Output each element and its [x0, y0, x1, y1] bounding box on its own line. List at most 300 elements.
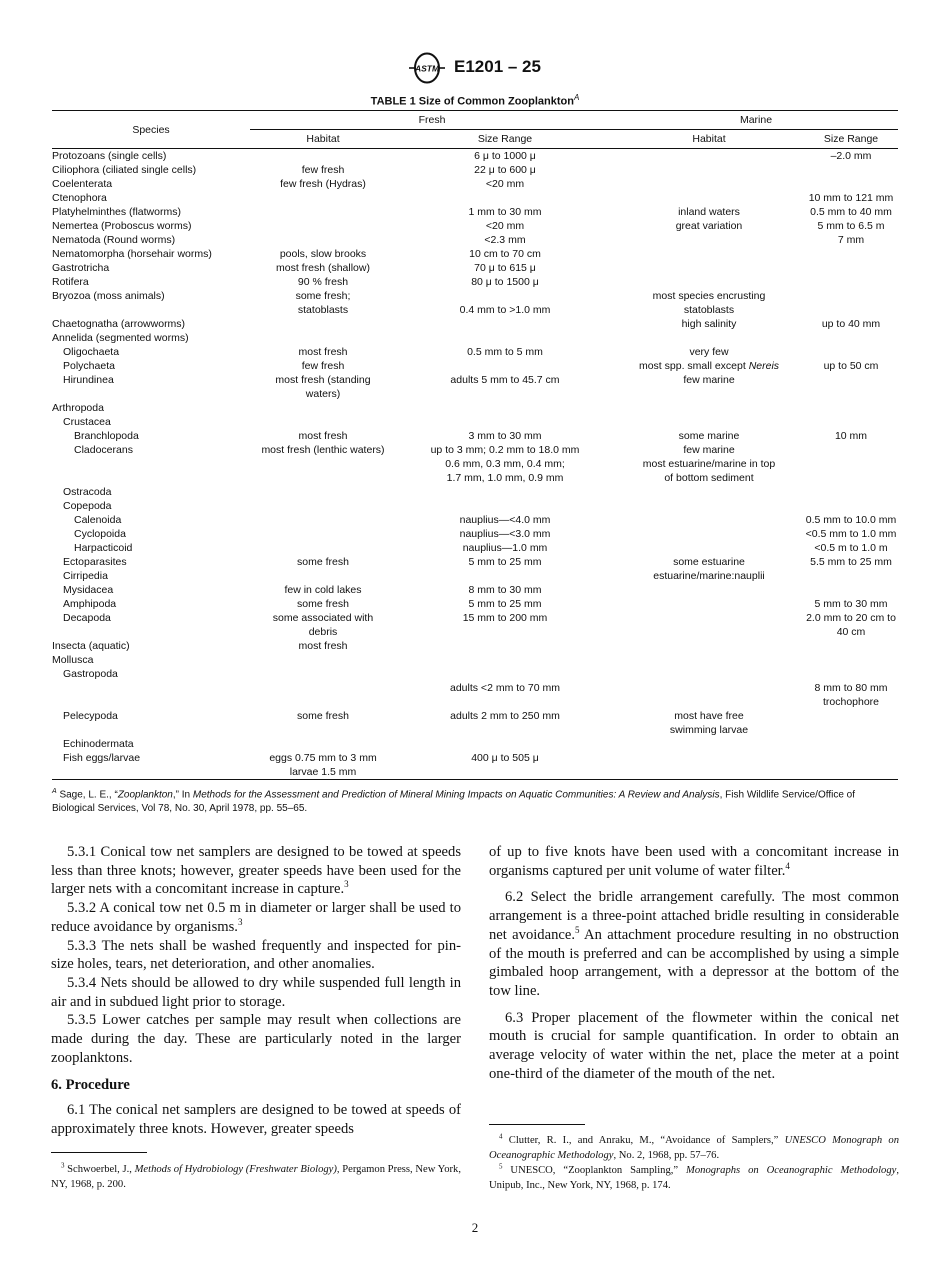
- table-row: [52, 513, 898, 527]
- cell-fresh-size: [396, 653, 614, 667]
- cell-marine-size: [804, 457, 898, 471]
- cell-fresh-habitat: [250, 415, 396, 429]
- table-row: [52, 163, 898, 177]
- cell-species: Cirripedia: [63, 570, 108, 582]
- table-row: [52, 429, 898, 443]
- table-row: [52, 485, 898, 499]
- cell-fresh-size: [396, 401, 614, 415]
- cell-fresh-habitat: [250, 527, 396, 541]
- cell-fresh-habitat: [250, 485, 396, 499]
- cell-species: Echinodermata: [63, 738, 134, 750]
- table-row: [52, 695, 898, 709]
- cell-fresh-habitat: 90 % fresh: [297, 276, 349, 288]
- para-6-3: 6.3 Proper placement of the flowmeter within the conical net mouth is crucial for sample quantification. In order to obtain an average velocity of water within the net, place the meter at a point one-third of the diameter of the mouth of the net.: [489, 1009, 899, 1082]
- cell-marine-size: <0.5 mm to 1.0 mm: [805, 528, 897, 540]
- cell-marine-size: [804, 303, 898, 317]
- cell-fresh-habitat: [250, 695, 396, 709]
- cell-marine-size: 0.5 mm to 10.0 mm: [805, 514, 897, 526]
- cell-species: Polychaeta: [63, 360, 115, 372]
- cell-marine-size: trochophore: [822, 696, 880, 708]
- cell-marine-size: [804, 331, 898, 345]
- cell-marine-habitat: most estuarine/marine in top: [642, 458, 776, 470]
- cell-fresh-habitat: pools, slow brooks: [279, 248, 367, 260]
- cell-fresh-size: <20 mm: [485, 178, 525, 190]
- cell-fresh-habitat: [250, 653, 396, 667]
- cell-marine-habitat: [614, 177, 804, 191]
- cell-fresh-habitat: few in cold lakes: [284, 584, 362, 596]
- cell-marine-size: [804, 443, 898, 457]
- cell-fresh-size: 0.5 mm to 5 mm: [467, 346, 543, 358]
- cell-marine-size: up to 40 mm: [821, 318, 881, 330]
- cell-fresh-habitat: [250, 513, 396, 527]
- cell-marine-habitat: [614, 513, 804, 527]
- table-footnote: $^A$ Sage, L. E., “Zooplankton,” In Methods for the Assessment and Prediction of Mineral Mining Impacts on Aquatic Communities: A Review and Analysis, Fish Wildlife Service/Office of Biological Services, Vol 78, No. 30, April 1978, pp. 55–65.: [52, 788, 856, 815]
- cell-fresh-habitat: most fresh: [298, 430, 348, 442]
- cell-marine-size: 10 mm: [834, 430, 868, 442]
- cell-marine-habitat: [614, 261, 804, 275]
- cell-marine-habitat: [614, 233, 804, 247]
- table-row: [52, 331, 898, 345]
- cell-fresh-size: [396, 415, 614, 429]
- cell-marine-size: 5 mm to 6.5 m: [817, 220, 885, 232]
- cell-species: Harpacticoid: [74, 542, 133, 554]
- cell-fresh-habitat: most fresh (shallow): [276, 262, 370, 274]
- table-row: [52, 401, 898, 415]
- cell-fresh-size: [396, 723, 614, 737]
- cell-marine-size: [804, 163, 898, 177]
- table-row: [52, 709, 898, 723]
- cell-marine-habitat: estuarine/marine:nauplii: [653, 570, 765, 582]
- cell-species: Crustacea: [63, 416, 111, 428]
- table-row: [52, 527, 898, 541]
- cell-fresh-habitat: larvae 1.5 mm: [289, 766, 357, 778]
- table-row: [52, 541, 898, 555]
- cell-species: Mollusca: [52, 654, 94, 666]
- table-row: [52, 261, 898, 275]
- cell-species: Nematoda (Round worms): [52, 234, 176, 246]
- cell-species: Platyhelminthes (flatworms): [52, 206, 181, 218]
- cell-marine-size: 2.0 mm to 20 cm to: [806, 612, 896, 624]
- cell-fresh-size: <20 mm: [485, 220, 525, 232]
- table-row: [52, 639, 898, 653]
- cell-species: Insecta (aquatic): [52, 640, 130, 652]
- table-body: [52, 149, 898, 780]
- cell-fresh-size: 5 mm to 25 mm: [468, 598, 542, 610]
- cell-fresh-habitat: [250, 471, 396, 485]
- astm-logo: [407, 52, 447, 84]
- cell-species: Rotifera: [52, 276, 89, 288]
- cell-species: Decapoda: [63, 612, 111, 624]
- table-row: [52, 457, 898, 471]
- cell-marine-habitat: [614, 653, 804, 667]
- cell-marine-size: [804, 667, 898, 681]
- table-row: [52, 765, 898, 780]
- table-row: [52, 583, 898, 597]
- cell-marine-habitat: [614, 737, 804, 751]
- table-row: [52, 373, 898, 387]
- cell-marine-habitat: [614, 639, 804, 653]
- cell-species: Annelida (segmented worms): [52, 332, 189, 344]
- cell-fresh-habitat: debris: [308, 626, 338, 638]
- table-row: [52, 205, 898, 219]
- table-row: [52, 443, 898, 457]
- cell-marine-habitat: few marine: [683, 374, 735, 386]
- cell-fresh-habitat: most fresh (standing: [275, 374, 371, 386]
- cell-marine-habitat: [614, 415, 804, 429]
- cell-fresh-size: [396, 317, 614, 331]
- cell-marine-habitat: inland waters: [678, 206, 740, 218]
- cell-marine-size: <0.5 m to 1.0 m: [814, 542, 888, 554]
- cell-marine-habitat: [614, 583, 804, 597]
- footnote-rule-left: [51, 1152, 147, 1153]
- cell-species: [52, 723, 250, 737]
- cell-fresh-habitat: [250, 149, 396, 164]
- cell-fresh-habitat: [250, 569, 396, 583]
- cell-fresh-habitat: eggs 0.75 mm to 3 mm: [269, 752, 377, 764]
- cell-marine-habitat: statoblasts: [683, 304, 735, 316]
- table-row: [52, 611, 898, 625]
- table-row: [52, 723, 898, 737]
- table-row: [52, 415, 898, 429]
- cell-fresh-size: [396, 667, 614, 681]
- cell-marine-size: 10 mm to 121 mm: [808, 192, 894, 204]
- para-6-1-continued: of up to five knots have been used with a concomitant increase in organisms captured per unit volume of water filter.$^4$: [489, 844, 899, 879]
- cell-marine-size: 0.5 mm to 40 mm: [810, 206, 892, 218]
- cell-fresh-size: adults <2 mm to 70 mm: [450, 682, 560, 694]
- cell-marine-habitat: [614, 401, 804, 415]
- cell-species: Protozoans (single cells): [52, 150, 167, 162]
- para-6-1: 6.1 The conical net samplers are designed to be towed at speeds of approximately three knots. However, greater speeds: [51, 1102, 461, 1137]
- cell-fresh-size: adults 5 mm to 45.7 cm: [450, 374, 560, 386]
- cell-fresh-habitat: waters): [305, 388, 341, 400]
- cell-fresh-habitat: most fresh: [298, 640, 348, 652]
- cell-marine-size: 8 mm to 80 mm: [814, 682, 888, 694]
- cell-species: Oligochaeta: [63, 346, 120, 358]
- cell-marine-habitat: [614, 751, 804, 765]
- col-header-marine-size: Size Range: [823, 133, 879, 145]
- cell-marine-size: [804, 345, 898, 359]
- cell-fresh-habitat: [250, 191, 396, 205]
- page-number: 2: [471, 1220, 479, 1235]
- table-row: [52, 191, 898, 205]
- cell-marine-habitat: [614, 275, 804, 289]
- footnote-3: $^3$ Schwoerbel, J., Methods of Hydrobiology (Freshwater Biology), Pergamon Press, New York, NY, 1968, p. 200.: [51, 1161, 461, 1190]
- table-row: [52, 667, 898, 681]
- cell-fresh-size: [396, 485, 614, 499]
- cell-species: Ciliophora (ciliated single cells): [52, 164, 197, 176]
- cell-species: [52, 471, 250, 485]
- cell-marine-habitat: [614, 331, 804, 345]
- cell-marine-size: [804, 401, 898, 415]
- cell-species: Branchlopoda: [74, 430, 139, 442]
- cell-fresh-size: 1 mm to 30 mm: [468, 206, 542, 218]
- cell-fresh-habitat: most fresh (lenthic waters): [261, 444, 385, 456]
- col-header-species: Species: [52, 111, 250, 149]
- cell-marine-size: [804, 751, 898, 765]
- cell-species: [52, 625, 250, 639]
- cell-fresh-size: 22 μ to 600 μ: [474, 164, 536, 176]
- cell-marine-size: [804, 709, 898, 723]
- cell-marine-habitat: great variation: [675, 220, 743, 232]
- cell-fresh-size: 1.7 mm, 1.0 mm, 0.9 mm: [446, 472, 564, 484]
- table-row: [52, 219, 898, 233]
- table-row: [52, 289, 898, 303]
- cell-marine-habitat: [614, 695, 804, 709]
- cell-fresh-size: [396, 765, 614, 780]
- cell-fresh-habitat: most fresh: [298, 346, 348, 358]
- cell-marine-size: [804, 275, 898, 289]
- cell-fresh-habitat: [250, 667, 396, 681]
- table-row: [52, 177, 898, 191]
- table-row: [52, 737, 898, 751]
- cell-marine-size: [804, 569, 898, 583]
- cell-marine-size: 40 cm: [836, 626, 866, 638]
- cell-fresh-size: [396, 359, 614, 373]
- cell-marine-size: [804, 387, 898, 401]
- cell-fresh-habitat: some fresh: [297, 598, 349, 610]
- table-row: [52, 653, 898, 667]
- cell-fresh-size: 0.4 mm to >1.0 mm: [459, 304, 551, 316]
- table-row: [52, 317, 898, 331]
- cell-species: [52, 681, 250, 695]
- cell-fresh-size: 70 μ to 615 μ: [474, 262, 536, 274]
- cell-species: [52, 695, 250, 709]
- table-row: [52, 275, 898, 289]
- cell-species: Nematomorpha (horsehair worms): [52, 248, 212, 260]
- cell-marine-habitat: of bottom sediment: [664, 472, 754, 484]
- footnote-4: $^4$ Clutter, R. I., and Anraku, M., “Avoidance of Samplers,” UNESCO Monograph on Oceanographic Methodology, No. 2, 1968, pp. 57–76.: [489, 1132, 899, 1161]
- cell-marine-habitat: [614, 387, 804, 401]
- cell-marine-size: [804, 639, 898, 653]
- cell-marine-size: [804, 471, 898, 485]
- cell-fresh-size: [396, 737, 614, 751]
- cell-marine-habitat: [614, 611, 804, 625]
- cell-marine-size: [804, 261, 898, 275]
- cell-fresh-habitat: [250, 219, 396, 233]
- cell-fresh-size: nauplius—1.0 mm: [462, 542, 548, 554]
- cell-marine-habitat: [614, 765, 804, 780]
- cell-marine-habitat: very few: [689, 346, 729, 358]
- cell-fresh-habitat: [250, 457, 396, 471]
- cell-marine-size: [804, 485, 898, 499]
- cell-species: Ectoparasites: [63, 556, 127, 568]
- cell-fresh-size: [396, 569, 614, 583]
- cell-marine-size: 7 mm: [837, 234, 865, 246]
- cell-marine-habitat: some marine: [678, 430, 740, 442]
- cell-species: [52, 387, 250, 401]
- cell-marine-size: [804, 373, 898, 387]
- cell-marine-habitat: [614, 149, 804, 164]
- cell-species: Bryozoa (moss animals): [52, 290, 165, 302]
- para-5-3-2: 5.3.2 A conical tow net 0.5 m in diameter or larger shall be used to reduce avoidance by organisms.$^3$: [51, 900, 461, 935]
- cell-fresh-habitat: [250, 317, 396, 331]
- table-row: [52, 499, 898, 513]
- cell-marine-habitat: swimming larvae: [669, 724, 749, 736]
- cell-marine-habitat: some estuarine: [673, 556, 745, 568]
- col-header-marine: Marine: [614, 111, 898, 130]
- cell-fresh-size: up to 3 mm; 0.2 mm to 18.0 mm: [430, 444, 580, 456]
- cell-fresh-habitat: [250, 331, 396, 345]
- cell-fresh-size: 5 mm to 25 mm: [468, 556, 542, 568]
- table-row: [52, 345, 898, 359]
- cell-marine-habitat: [614, 191, 804, 205]
- cell-marine-habitat: [614, 527, 804, 541]
- cell-marine-size: 5 mm to 30 mm: [814, 598, 888, 610]
- para-5-3-5: 5.3.5 Lower catches per sample may result when collections are made during the day. These are particularly noted in the larger zooplanktons.: [51, 1012, 461, 1066]
- table-row: [52, 471, 898, 485]
- cell-fresh-size: 3 mm to 30 mm: [468, 430, 542, 442]
- section-heading-procedure: 6. Procedure: [51, 1077, 130, 1094]
- left-column: [51, 843, 461, 1139]
- cell-marine-size: [804, 177, 898, 191]
- cell-species: Nemertea (Proboscus worms): [52, 220, 192, 232]
- cell-fresh-size: [396, 695, 614, 709]
- para-6-2: 6.2 Select the bridle arrangement carefully. The most common arrangement is a three-point attached bridle resulting in considerable net avoidance.$^5$ An attachment procedure resulting in no obstruction of the mouth is preferred and can be accomplished by using a simple gimbaled hoop arrangement, with a depressor at the bottom of the tow line.: [489, 889, 900, 999]
- cell-species: [52, 457, 250, 471]
- table-row: [52, 247, 898, 261]
- cell-species: Cyclopoida: [74, 528, 126, 540]
- cell-species: Arthropoda: [52, 402, 104, 414]
- cell-marine-habitat: [614, 485, 804, 499]
- table-row: [52, 555, 898, 569]
- cell-marine-size: [804, 247, 898, 261]
- cell-species: Hirundinea: [63, 374, 114, 386]
- cell-fresh-habitat: some fresh: [297, 556, 349, 568]
- cell-marine-habitat: [614, 163, 804, 177]
- para-5-3-4: 5.3.4 Nets should be allowed to dry while suspended full length in air and in subdued light prior to storage.: [51, 974, 461, 1010]
- cell-marine-habitat: high salinity: [681, 318, 737, 330]
- cell-species: Chaetognatha (arrowworms): [52, 318, 186, 330]
- cell-marine-size: [804, 765, 898, 780]
- cell-species: Mysidacea: [63, 584, 114, 596]
- cell-fresh-size: [396, 639, 614, 653]
- table-row: [52, 387, 898, 401]
- cell-fresh-habitat: [250, 737, 396, 751]
- cell-species: Coelenterata: [52, 178, 113, 190]
- cell-fresh-size: 8 mm to 30 mm: [468, 584, 542, 596]
- cell-fresh-size: 15 mm to 200 mm: [462, 612, 548, 624]
- cell-marine-size: [804, 723, 898, 737]
- cell-fresh-habitat: [250, 541, 396, 555]
- cell-fresh-habitat: few fresh: [301, 360, 345, 372]
- table-row: [52, 359, 898, 373]
- cell-species: Calenoida: [74, 514, 122, 526]
- cell-marine-size: [804, 289, 898, 303]
- cell-fresh-habitat: some fresh: [297, 710, 349, 722]
- cell-fresh-size: <2.3 mm: [484, 234, 526, 246]
- cell-species: [52, 303, 250, 317]
- col-header-fresh: Fresh: [250, 111, 614, 130]
- col-header-fresh-habitat: Habitat: [306, 133, 340, 145]
- cell-marine-habitat: most have free: [674, 710, 744, 722]
- para-5-3-3: 5.3.3 The nets shall be washed frequently and inspected for pin-size holes, tears, net deterioration, and other anomalies.: [51, 937, 461, 973]
- cell-fresh-size: [396, 499, 614, 513]
- cell-marine-habitat: [614, 597, 804, 611]
- cell-fresh-habitat: few fresh: [301, 164, 345, 176]
- col-header-fresh-size: Size Range: [477, 133, 533, 145]
- cell-fresh-size: 6 μ to 1000 μ: [474, 150, 536, 162]
- cell-fresh-habitat: [250, 499, 396, 513]
- cell-fresh-size: [396, 387, 614, 401]
- cell-fresh-habitat: [250, 401, 396, 415]
- cell-marine-habitat: most species encrusting: [652, 290, 766, 302]
- cell-fresh-habitat: [250, 205, 396, 219]
- cell-fresh-habitat: [250, 233, 396, 247]
- footnotes-right: [489, 1133, 899, 1193]
- cell-fresh-size: nauplius—<4.0 mm: [459, 514, 551, 526]
- cell-marine-size: [804, 653, 898, 667]
- cell-marine-habitat: [614, 499, 804, 513]
- table-row: [52, 569, 898, 583]
- cell-species: Fish eggs/larvae: [63, 752, 141, 764]
- cell-marine-size: [804, 737, 898, 751]
- cell-marine-habitat: [614, 625, 804, 639]
- zooplankton-size-table: [52, 110, 898, 780]
- table-row: [52, 681, 898, 695]
- table-row: [52, 597, 898, 611]
- svg-text:ASTM: ASTM: [414, 63, 440, 74]
- cell-marine-habitat: few marine: [683, 444, 735, 456]
- table-row: [52, 303, 898, 317]
- para-5-3-1: 5.3.1 Conical tow net samplers are designed to be towed at speeds less than three knots; however, greater speeds have been used for the larger nets with a concomitant increase in capture.$^3$: [51, 844, 461, 898]
- cell-species: Pelecypoda: [63, 710, 118, 722]
- cell-fresh-habitat: [250, 681, 396, 695]
- cell-fresh-size: adults 2 mm to 250 mm: [450, 710, 560, 722]
- cell-fresh-habitat: [250, 723, 396, 737]
- cell-species: [52, 765, 250, 780]
- cell-fresh-size: 80 μ to 1500 μ: [471, 276, 539, 288]
- cell-fresh-habitat: statoblasts: [297, 304, 349, 316]
- cell-fresh-habitat: some associated with: [272, 612, 374, 624]
- cell-species: Cladocerans: [74, 444, 133, 456]
- cell-fresh-size: 10 cm to 70 cm: [469, 248, 541, 260]
- cell-marine-habitat: [614, 247, 804, 261]
- cell-marine-size: [804, 499, 898, 513]
- cell-marine-habitat: [614, 681, 804, 695]
- right-column: [489, 843, 899, 1083]
- table-title: TABLE 1 Size of Common Zooplankton$^A$: [370, 93, 580, 108]
- page-header: [0, 52, 950, 86]
- cell-species: Gastropoda: [63, 668, 118, 680]
- cell-fresh-size: 0.6 mm, 0.3 mm, 0.4 mm;: [445, 458, 565, 470]
- footnote-rule-right: [489, 1124, 585, 1125]
- col-header-marine-habitat: Habitat: [692, 133, 726, 145]
- cell-fresh-size: nauplius—<3.0 mm: [459, 528, 551, 540]
- cell-fresh-size: [396, 289, 614, 303]
- cell-marine-size: [804, 583, 898, 597]
- cell-fresh-size: [396, 331, 614, 345]
- document-designation: E1201 – 25: [454, 57, 541, 76]
- cell-fresh-size: [396, 191, 614, 205]
- cell-marine-habitat: [614, 541, 804, 555]
- cell-marine-size: up to 50 cm: [823, 360, 879, 372]
- cell-marine-habitat: most spp. small except Nereis: [638, 360, 780, 372]
- cell-fresh-habitat: few fresh (Hydras): [280, 178, 366, 190]
- cell-fresh-size: 400 μ to 505 μ: [471, 752, 539, 764]
- cell-marine-size: –2.0 mm: [830, 150, 872, 162]
- cell-fresh-habitat: some fresh;: [295, 290, 351, 302]
- cell-species: Ostracoda: [63, 486, 112, 498]
- table-row: [52, 751, 898, 765]
- table-row: [52, 233, 898, 247]
- cell-marine-size: 5.5 mm to 25 mm: [810, 556, 892, 568]
- table-row: [52, 625, 898, 639]
- footnote-5: $^5$ UNESCO, “Zooplankton Sampling,” Monographs on Oceanographic Methodology, Unipub, Inc., New York, NY, 1968, p. 174.: [489, 1162, 899, 1191]
- cell-fresh-size: [396, 625, 614, 639]
- cell-marine-size: [804, 415, 898, 429]
- cell-species: Ctenophora: [52, 192, 107, 204]
- cell-species: Amphipoda: [63, 598, 117, 610]
